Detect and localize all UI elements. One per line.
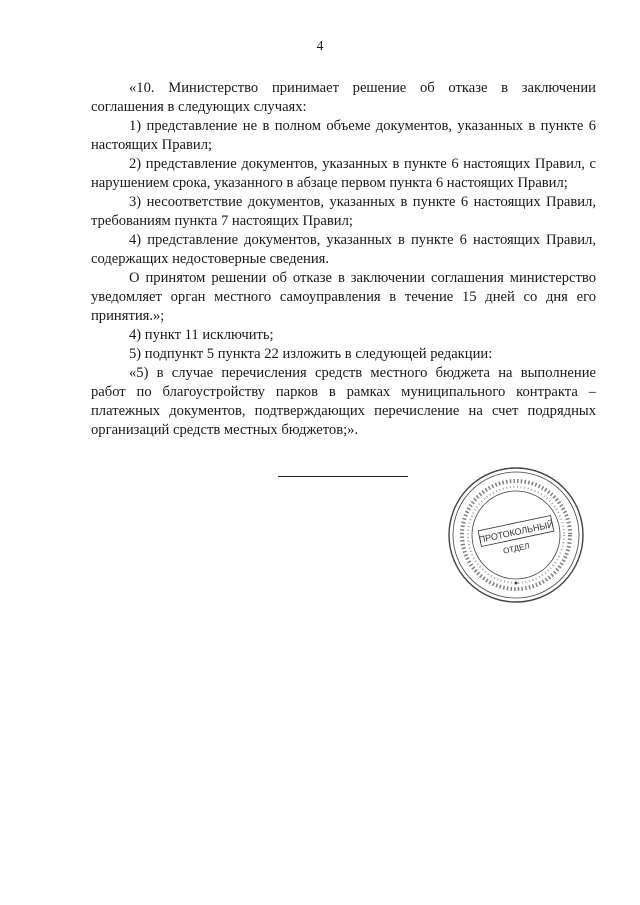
paragraph-9: «5) в случае перечисления средств местного бюджета на выполнение работ по благоустройству парков в рамках муниципального контракта – платежных документов, подтверждающих перечисление на счет подрядных организаций средств местных бюджетов;».: [91, 365, 596, 438]
paragraph-5: 4) представление документов, указанных в пункте 6 настоящих Правил, содержащих недостоверные сведения.: [91, 232, 596, 267]
paragraph-6: О принятом решении об отказе в заключении соглашения министерство уведомляет орган местного самоуправления в течение 15 дней со дня его принятия.»;: [91, 270, 596, 324]
paragraph-8: 5) подпункт 5 пункта 22 изложить в следующей редакции:: [129, 346, 493, 362]
seal-text-top: ПРОТОКОЛЬНЫЙ: [477, 519, 555, 545]
paragraph-7: 4) пункт 11 исключить;: [129, 327, 274, 343]
seal-text-bottom: ОТДЕЛ: [502, 541, 531, 556]
paragraph-4: 3) несоответствие документов, указанных в пункте 6 настоящих Правил, требованиям пункта 7 настоящих Правил;: [91, 194, 596, 229]
page-number: 4: [316, 38, 324, 53]
signature-divider: [278, 476, 408, 477]
paragraph-1: «10. Министерство принимает решение об отказе в заключении соглашения в следующих случаях:: [91, 80, 596, 115]
official-seal: [446, 465, 586, 605]
paragraph-3: 2) представление документов, указанных в пункте 6 настоящих Правил, с нарушением срока, указанного в абзаце первом пункта 6 настоящих Правил;: [91, 156, 596, 191]
document-body: [91, 79, 596, 440]
paragraph-2: 1) представление не в полном объеме документов, указанных в пункте 6 настоящих Правил;: [91, 118, 596, 153]
